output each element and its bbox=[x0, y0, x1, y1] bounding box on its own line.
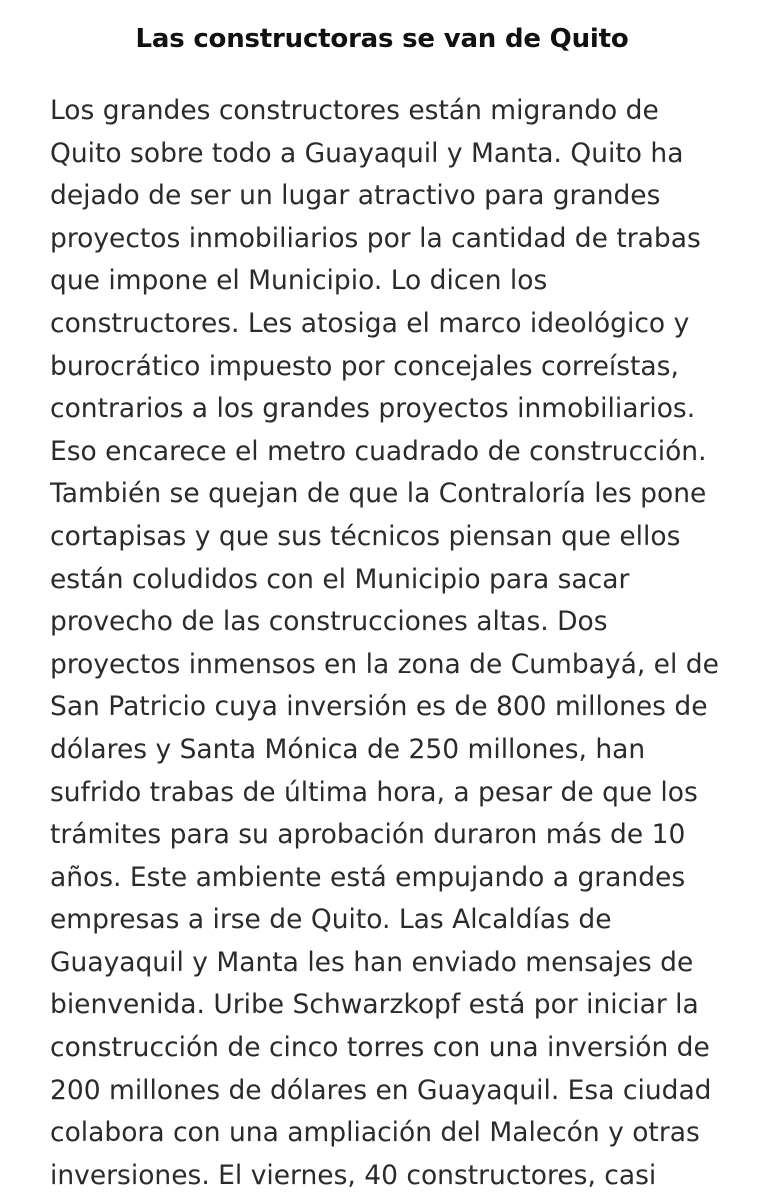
body-line: trámites para su aprobación duraron más de 10 bbox=[50, 819, 686, 851]
body-line: sufrido trabas de última hora, a pesar de que los bbox=[50, 776, 698, 808]
body-line: dejado de ser un lugar atractivo para grandes bbox=[50, 180, 661, 212]
body-line: burocrático impuesto por concejales correístas, bbox=[50, 350, 679, 382]
body-line: cortapisas y que sus técnicos piensan que ellos bbox=[50, 520, 681, 552]
body-line: Eso encarece el metro cuadrado de construcción. bbox=[50, 435, 707, 467]
body-line: proyectos inmobiliarios por la cantidad de trabas bbox=[50, 222, 701, 254]
body-line: construcción de cinco torres con una inversión de bbox=[50, 1032, 710, 1064]
body-line: inversiones. El viernes, 40 constructores, casi bbox=[50, 1159, 657, 1191]
body-line: que impone el Municipio. Lo dicen los bbox=[50, 265, 548, 297]
body-line: constructores. Les atosiga el marco ideológico y bbox=[50, 307, 690, 339]
body-line: San Patricio cuya inversión es de 800 millones de bbox=[50, 691, 708, 723]
body-line: años. Este ambiente está empujando a grandes bbox=[50, 861, 686, 893]
body-line: Guayaquil y Manta les han enviado mensajes de bbox=[50, 946, 694, 978]
body-line: proyectos inmensos en la zona de Cumbayá, el de bbox=[50, 648, 719, 680]
body-line: contrarios a los grandes proyectos inmobiliarios. bbox=[50, 393, 696, 425]
body-line: empresas a irse de Quito. Las Alcaldías de bbox=[50, 904, 612, 936]
body-line: Los grandes constructores están migrando de bbox=[50, 95, 659, 126]
body-line: Quito sobre todo a Guayaquil y Manta. Quito ha bbox=[50, 137, 684, 169]
article-title: Las constructoras se van de Quito bbox=[135, 24, 629, 54]
body-line: colabora con una ampliación del Malecón y otras bbox=[50, 1117, 700, 1149]
body-line: provecho de las construcciones altas. Dos bbox=[50, 606, 608, 638]
body-line: dólares y Santa Mónica de 250 millones, han bbox=[50, 733, 646, 765]
body-line: están coludidos con el Municipio para sacar bbox=[50, 563, 630, 595]
body-line: También se quejan de que la Contraloría les pone bbox=[50, 478, 707, 510]
body-line: 200 millones de dólares en Guayaquil. Esa ciudad bbox=[50, 1074, 712, 1106]
body-line: bienvenida. Uribe Schwarzkopf está por iniciar la bbox=[50, 989, 699, 1021]
article-body bbox=[50, 90, 750, 1197]
